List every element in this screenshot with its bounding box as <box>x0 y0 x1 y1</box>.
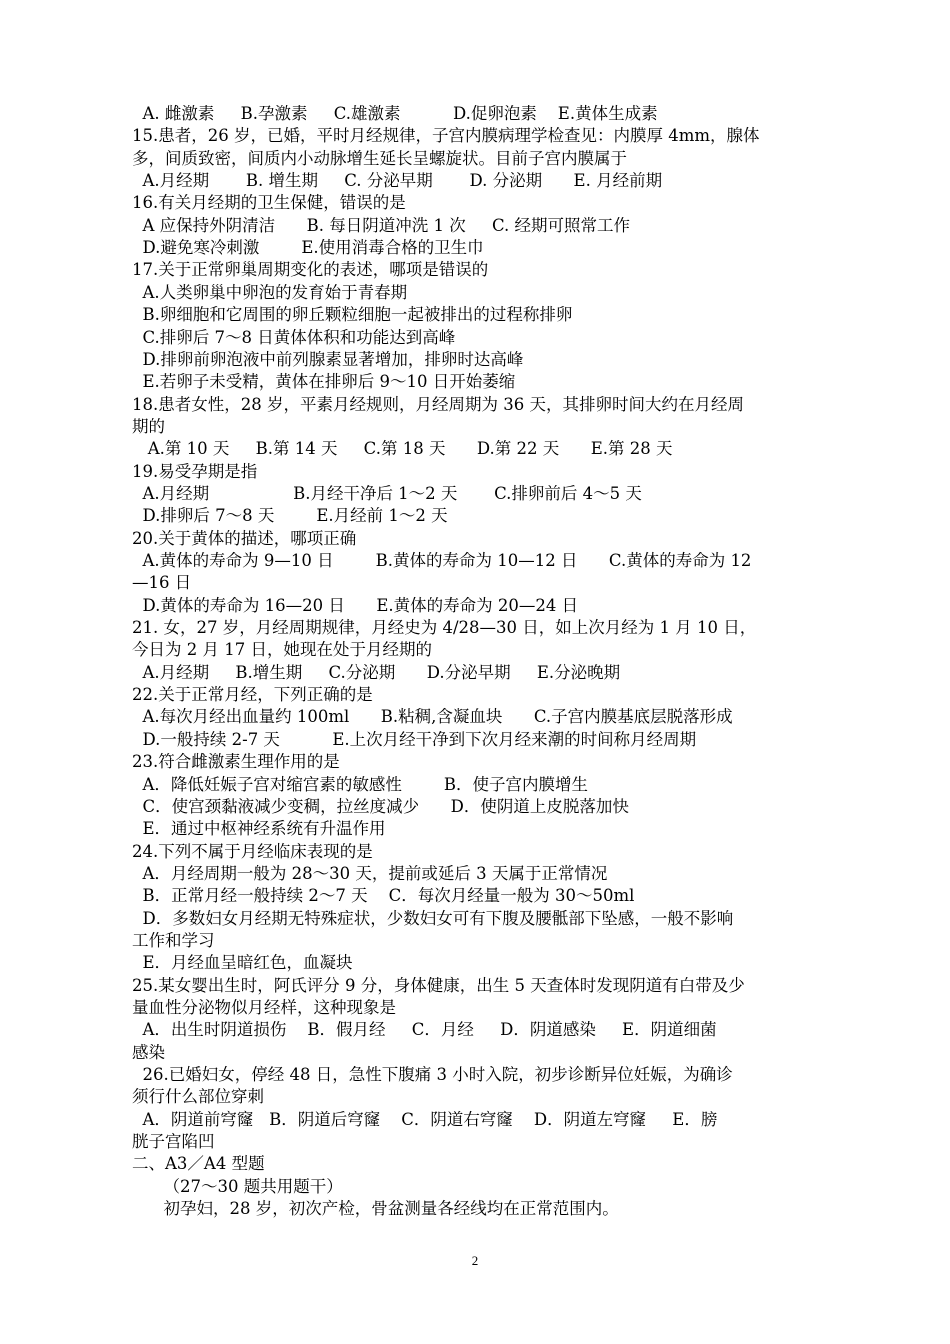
text-line: D.黄体的寿命为 16—20 日 E.黄体的寿命为 20—24 日 <box>132 595 579 615</box>
text-line: A.月经期 B.增生期 C.分泌期 D.分泌早期 E.分泌晚期 <box>132 662 621 682</box>
text-line: A 应保持外阴清洁 B. 每日阴道冲洗 1 次 C. 经期可照常工作 <box>132 215 630 235</box>
text-line: A．出生时阴道损伤 B．假月经 C．月经 D．阴道感染 E．阴道细菌 <box>132 1020 717 1040</box>
text-line: 量血性分泌物似月经样，这种现象是 <box>132 998 396 1017</box>
text-line: A.黄体的寿命为 9—10 日 B.黄体的寿命为 10—12 日 C.黄体的寿命为 12 <box>132 551 752 570</box>
text-line: A.第 10 天 B.第 14 天 C.第 18 天 D.第 22 天 E.第 28 天 <box>132 439 673 459</box>
text-line: E．月经血呈暗红色，血凝块 <box>132 953 353 973</box>
text-line: 初孕妇，28 岁，初次产检，骨盆测量各经线均在正常范围内。 <box>132 1199 619 1219</box>
text-line: A.人类卵巢中卵泡的发育始于青春期 <box>132 282 408 302</box>
text-line: 多，间质致密，间质内小动脉增生延长呈螺旋状。目前子宫内膜属于 <box>132 148 627 168</box>
text-line: A.每次月经出血量约 100ml B.粘稠,含凝血块 C.子宫内膜基底层脱落形成 <box>132 707 733 727</box>
text-line: D.一般持续 2-7 天 E.上次月经干净到下次月经来潮的时间称月经周期 <box>132 729 697 749</box>
text-line: E．通过中枢神经系统有升温作用 <box>132 819 386 839</box>
text-line: 16.有关月经期的卫生保健，错误的是 <box>132 193 406 213</box>
text-line: 19.易受孕期是指 <box>132 461 258 481</box>
text-line: A. 雌激素 B.孕激素 C.雄激素 D.促卵泡素 E.黄体生成素 <box>132 104 658 123</box>
text-line: 工作和学习 <box>132 930 215 950</box>
text-line: 21. 女，27 岁，月经周期规律，月经史为 4/28—30 日，如上次月经为 1 月 10 日， <box>132 618 757 638</box>
text-line: E.若卵子未受精，黄体在排卵后 9～10 日开始萎缩 <box>132 372 516 392</box>
text-line: A．降低妊娠子宫对缩宫素的敏感性 B．使子宫内膜增生 <box>132 774 588 794</box>
text-line: A.月经期 B. 增生期 C. 分泌早期 D. 分泌期 E. 月经前期 <box>132 171 663 191</box>
text-line: 25.某女婴出生时，阿氏评分 9 分，身体健康，出生 5 天查体时发现阴道有白带及少 <box>132 975 745 995</box>
text-line: 须行什么部位穿刺 <box>132 1087 264 1107</box>
text-line: C.排卵后 7～8 日黄体体积和功能达到高峰 <box>132 327 456 347</box>
text-line: （27～30 题共用题干） <box>132 1176 343 1196</box>
text-line: A．月经周期一般为 28～30 天，提前或延后 3 天属于正常情况 <box>132 863 608 883</box>
text-line: D.排卵后 7～8 天 E.月经前 1～2 天 <box>132 506 448 526</box>
text-line: 期的 <box>132 416 165 436</box>
text-line: —16 日 <box>132 573 192 593</box>
text-line: C．使宫颈黏液减少变稠，拉丝度减少 D．使阴道上皮脱落加快 <box>132 796 629 816</box>
text-line: 26.已婚妇女，停经 48 日，急性下腹痛 3 小时入院，初步诊断异位妊娠，为确诊 <box>132 1065 733 1085</box>
text-line: 20.关于黄体的描述，哪项正确 <box>132 528 357 548</box>
text-line: 15.患者，26 岁，已婚，平时月经规律，子宫内膜病理学检查见：内膜厚 4mm，腺体 <box>132 126 760 146</box>
text-line: 18.患者女性，28 岁，平素月经规则，月经周期为 36 天，其排卵时间大约在月经周 <box>132 394 744 414</box>
text-line: B．正常月经一般持续 2～7 天 C．每次月经量一般为 30～50ml <box>132 886 635 906</box>
text-line: 感染 <box>132 1042 165 1062</box>
page-number: 2 <box>471 1253 479 1268</box>
text-line: 胱子宫陷凹 <box>132 1132 215 1152</box>
text-line: D.排卵前卵泡液中前列腺素显著增加，排卵时达高峰 <box>132 349 524 369</box>
text-line: B.卵细胞和它周围的卵丘颗粒细胞一起被排出的过程称排卵 <box>132 305 573 325</box>
text-line: D．多数妇女月经期无特殊症状，少数妇女可有下腹及腰骶部下坠感，一般不影响 <box>132 908 734 928</box>
text-line: 今日为 2 月 17 日，她现在处于月经期的 <box>132 640 432 660</box>
text-line: 22.关于正常月经，下列正确的是 <box>132 685 373 705</box>
text-line: 17.关于正常卵巢周期变化的表述，哪项是错误的 <box>132 260 489 280</box>
text-line: 二、A3／A4 型题 <box>132 1154 265 1174</box>
text-line: 23.符合雌激素生理作用的是 <box>132 752 340 772</box>
text-line: D.避免寒冷刺激 E.使用消毒合格的卫生巾 <box>132 238 484 258</box>
text-line: A．阴道前穹窿 B．阴道后穹窿 C．阴道右穹窿 D．阴道左穹窿 E．膀 <box>132 1109 718 1129</box>
text-line: 24.下列不属于月经临床表现的是 <box>132 841 373 861</box>
text-line: A.月经期 B.月经干净后 1～2 天 C.排卵前后 4～5 天 <box>132 483 642 503</box>
